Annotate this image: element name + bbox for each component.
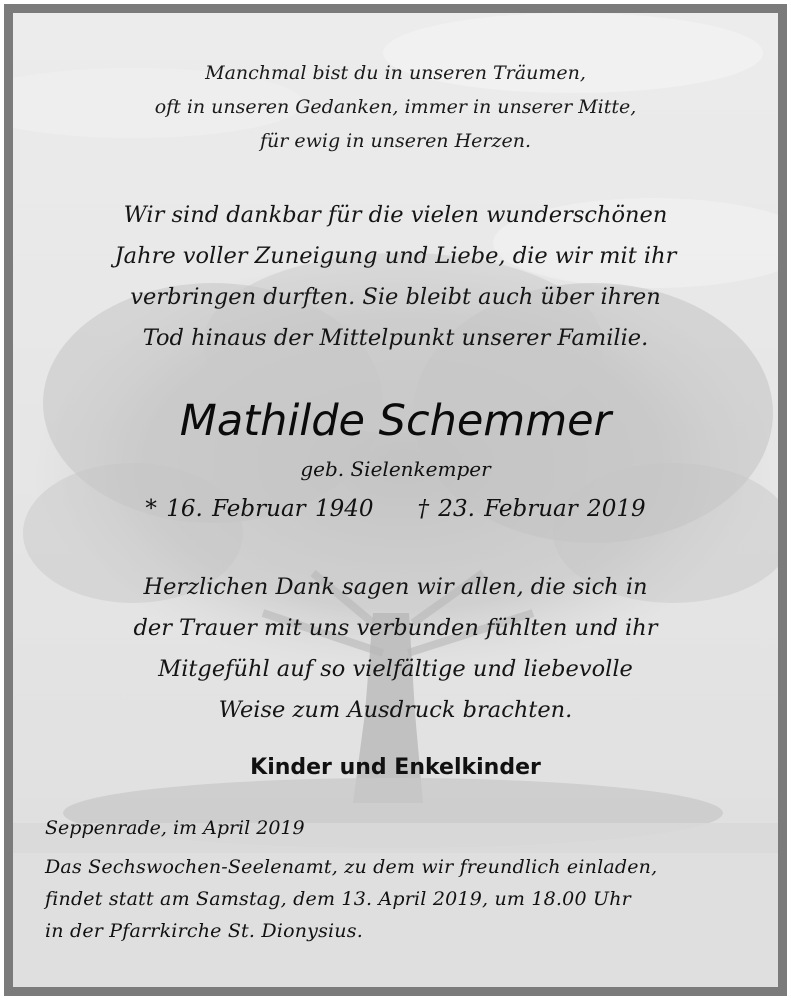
mass-notice-line: Das Sechswochen-Seelenamt, zu dem wir freundlich einladen, <box>45 856 658 878</box>
mass-notice-line: findet statt am Samstag, dem 13. April 2019, um 18.00 Uhr <box>45 888 631 910</box>
gratitude-line: verbringen durften. Sie bleibt auch über ihren <box>130 284 661 310</box>
obituary-content <box>13 13 778 987</box>
gratitude-line: Wir sind dankbar für die vielen wunderschönen <box>123 202 668 228</box>
gratitude-paragraph <box>13 195 778 359</box>
deceased-name: Mathilde Schemmer <box>179 396 612 446</box>
death-date: † 23. Februar 2019 <box>417 496 646 522</box>
birth-date: * 16. Februar 1940 <box>145 496 374 522</box>
gratitude-line: Jahre voller Zuneigung und Liebe, die wir mit ihr <box>114 243 677 269</box>
place-and-date: Seppenrade, im April 2019 <box>45 817 305 839</box>
memorial-mass-notice <box>45 851 765 947</box>
mass-notice-line: in der Pfarrkirche St. Dionysius. <box>45 920 363 942</box>
family-signature: Kinder und Enkelkinder <box>250 755 541 780</box>
thanks-line: der Trauer mit uns verbunden fühlten und ihr <box>133 615 658 641</box>
thanks-line: Mitgefühl auf so vielfältige und liebevolle <box>158 656 633 682</box>
thanks-line: Weise zum Ausdruck brachten. <box>218 697 573 723</box>
thanks-paragraph <box>13 567 778 731</box>
maiden-name: geb. Sielenkemper <box>300 457 491 481</box>
poem-line: für ewig in unseren Herzen. <box>259 130 532 152</box>
poem-line: oft in unseren Gedanken, immer in unserer Mitte, <box>154 96 637 118</box>
poem-verse <box>13 56 778 158</box>
thanks-line: Herzlichen Dank sagen wir allen, die sich in <box>143 574 648 600</box>
gratitude-line: Tod hinaus der Mittelpunkt unserer Familie. <box>142 325 649 351</box>
obituary-frame <box>4 4 787 996</box>
poem-line: Manchmal bist du in unseren Träumen, <box>205 62 586 84</box>
life-dates <box>13 489 778 529</box>
